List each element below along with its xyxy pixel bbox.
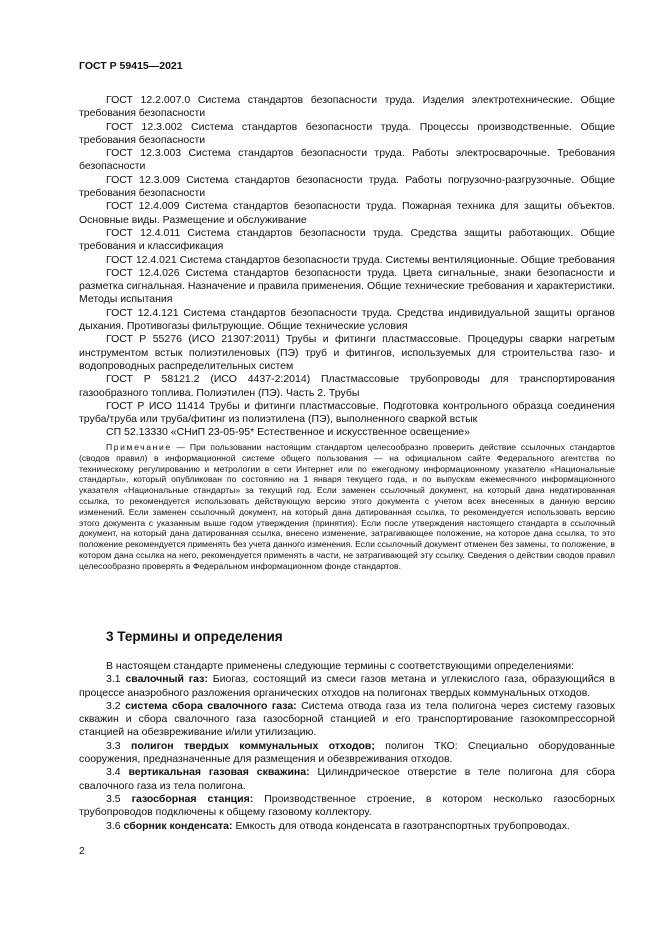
term-definition: Цилиндрическое отверстие в теле полигона для сбора свалочного газа из тела полигона. (79, 766, 616, 792)
term-item (79, 673, 615, 700)
term-definition: Система отвода газа из тела полигона через систему газовых скважин и сбора свалочного газа газосборной станцией и его транспортирование газокомпрессорной станцией на обезвреживание и/или утилизацию. (79, 699, 615, 739)
reference-item: ГОСТ 12.4.121 Система стандартов безопасности труда. Средства индивидуальной защиты органов дыхания. Противогазы фильтрующие. Общие технические условия (79, 306, 615, 333)
term-definition: Емкость для отвода конденсата в газотранспортных трубопроводах. (235, 819, 570, 832)
note-label: Примечание (106, 442, 172, 452)
term-name: полигон твердых коммунальных отходов; (130, 739, 375, 752)
reference-item: ГОСТ 12.3.002 Система стандартов безопасности труда. Процессы производственные. Общие требования безопасности (79, 120, 615, 146)
reference-item: ГОСТ Р ИСО 11414 Трубы и фитинги пластмассовые. Подготовка контрольного образца соединения труба/труба или труба/фитинг из полиэтилена (ПЭ), выполненного сваркой встык (79, 399, 615, 426)
term-name: свалочный газ: (125, 673, 208, 686)
term-item (79, 740, 615, 767)
term-item (79, 820, 615, 833)
section-title: 3 Термины и определения (106, 629, 283, 644)
term-number: 3.5 (106, 792, 121, 805)
note-paragraph (79, 442, 615, 572)
reference-item: ГОСТ 12.3.009 Система стандартов безопасности труда. Работы погрузочно-разгрузочные. Общие требования безопасности (79, 173, 615, 200)
term-number: 3.3 (106, 739, 121, 752)
reference-item: ГОСТ 12.4.011 Система стандартов безопасности труда. Средства защиты работающих. Общие требования и классификация (79, 226, 615, 253)
term-name: система сбора свалочного газа: (125, 699, 297, 712)
term-definition: полигон ТКО: Специально оборудованные сооружения, предназначенные для размещения и обезвреживания отходов. (79, 739, 616, 766)
term-item (79, 700, 615, 740)
term-definition: Биогаз, состоящий из смеси газов метана и углекислого газа, образующийся в процессе анаэробного разложения органических отходов на полигонах твердых коммунальных отходов. (79, 673, 615, 699)
reference-item: ГОСТ 12.4.009 Система стандартов безопасности труда. Пожарная техника для защиты объектов. Основные виды. Размещение и обслуживание (79, 200, 615, 226)
term-name: вертикальная газовая скважина: (128, 766, 310, 779)
section-intro: В настоящем стандарте применены следующие термины с соответствующими определениями: (106, 660, 575, 672)
reference-item: ГОСТ Р 55276 (ИСО 21307:2011) Трубы и фитинги пластмассовые. Процедуры сварки нагретым инструментом встык полиэтиленовых (ПЭ) труб и фитингов, используемых для строительства газо- и водопроводных распределительных систем (79, 333, 615, 372)
term-number: 3.2 (106, 699, 121, 712)
term-item (79, 766, 615, 793)
reference-item: ГОСТ 12.4.021 Система стандартов безопасности труда. Системы вентиляционные. Общие требования (106, 253, 615, 266)
term-name: сборник конденсата: (123, 819, 233, 832)
note-text: — При пользовании настоящим стандартом целесообразно проверить действие ссылочных стандартов (сводов правил) в информационной системе общего пользования — на официальном сайте Федерального агентства по техническому регулированию и метрологии в сети Интернет или по ежегодному информационному указателю «Национальные стандарты», который опубликован по состоянию на 1 января текущего года, и по выпускам ежемесячного информационного указателя «Национальные стандарты» за текущий год. Если заменен ссылочный документ, на который дана недатированная ссылка, то рекомендуется использовать действующую версию этого документа с учетом всех внесенных в данную версию изменений. Если заменен ссылочный документ, на который дана датированная ссылка, то рекомендуется использовать версию этого документа с указанным выше годом утверждения (принятия). Если после утверждения настоящего стандарта в ссылочный документ, на который дана датированная ссылка, внесено изменение, затрагивающее положение, на которое дана ссылка, то это положение рекомендуется применять без учета данного изменения. Если ссылочный документ отменен без замены, то положение, в котором дана ссылка на него, рекомендуется применять в части, не затрагивающей эту ссылку. Сведения о действии сводов правил целесообразно проверять в Федеральном информационном фонде стандартов. (79, 442, 615, 571)
term-name: газосборная станция: (131, 792, 254, 805)
reference-item: ГОСТ 12.2.007.0 Система стандартов безопасности труда. Изделия электротехнические. Общие требования безопасности (79, 94, 615, 120)
reference-item: СП 52.13330 «СНиП 23-05-95* Естественное и искусственное освещение» (106, 426, 470, 439)
term-number: 3.4 (106, 766, 121, 779)
reference-item: ГОСТ 12.3.003 Система стандартов безопасности труда. Работы электросварочные. Требования безопасности (79, 147, 615, 173)
term-number: 3.1 (106, 673, 121, 686)
document-code-header: ГОСТ Р 59415—2021 (79, 60, 183, 72)
term-number: 3.6 (106, 819, 121, 832)
reference-item: ГОСТ Р 58121.2 (ИСО 4437-2:2014) Пластмассовые трубопроводы для транспортирования газообразного топлива. Полиэтилен (ПЭ). Часть 2. Трубы (79, 373, 615, 399)
normative-references-list (79, 94, 615, 440)
term-definition: Производственное строение, в котором несколько газосборных трубопроводов подключены к общему газовому коллектору. (79, 792, 615, 819)
terms-list (79, 660, 615, 833)
reference-item: ГОСТ 12.4.026 Система стандартов безопасности труда. Цвета сигнальные, знаки безопасности и разметка сигнальная. Назначение и правила применения. Общие технические требования и характеристики. Методы испытания (79, 266, 615, 306)
term-item (79, 793, 615, 820)
page-number: 2 (79, 845, 85, 857)
note-block (79, 442, 615, 572)
